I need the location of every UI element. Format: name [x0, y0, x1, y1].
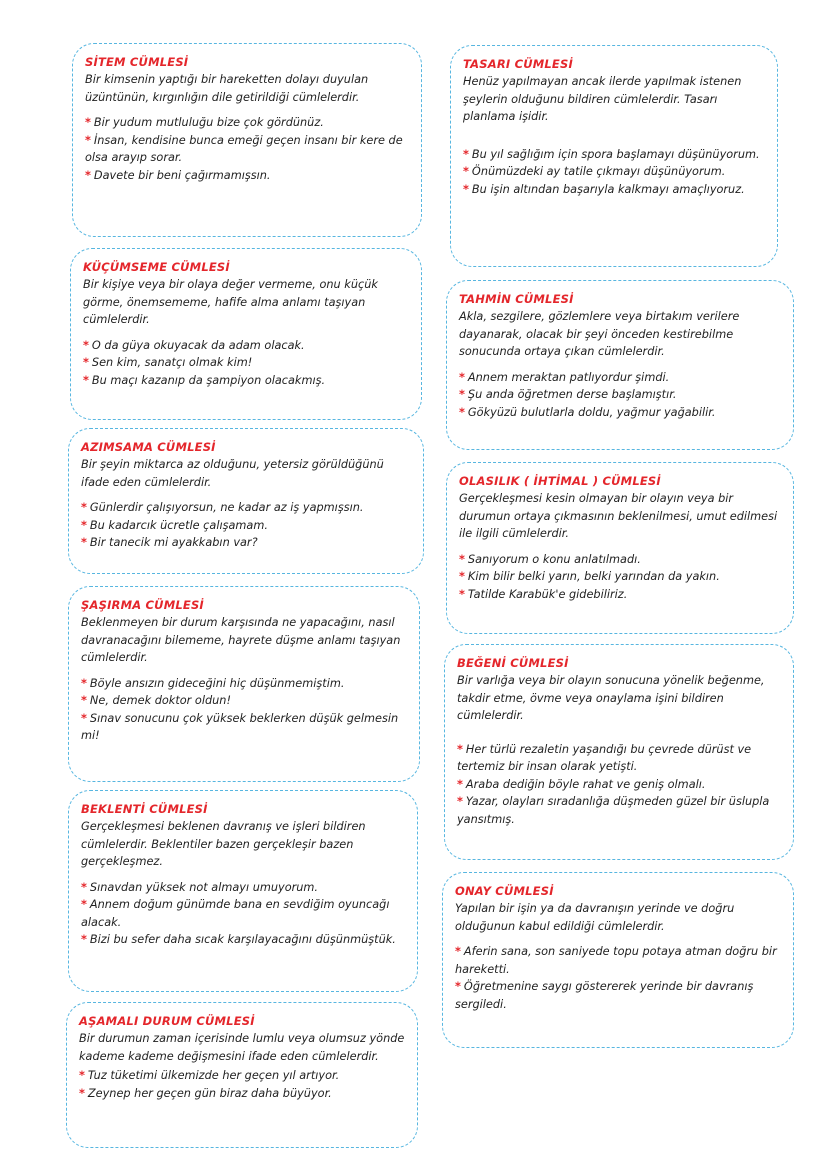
- example-item: * Bu işin altından başarıyla kalkmayı amaçlıyoruz.: [463, 182, 745, 196]
- example-item: * Bizi bu sefer daha sıcak karşılayacağını düşünmüştük.: [81, 933, 396, 946]
- card-title: KÜÇÜMSEME CÜMLESİ: [83, 260, 230, 274]
- example-item: * Yazar, olayları sıradanlığa düşmeden güzel bir üslupla yansıtmış.: [457, 795, 770, 826]
- example-item: * Davete bir beni çağırmamışsın.: [85, 168, 271, 182]
- asterisk-icon: *: [81, 676, 87, 690]
- asterisk-icon: *: [81, 501, 87, 514]
- card-title: AZIMSAMA CÜMLESİ: [81, 440, 216, 454]
- example-item: * Aferin sana, son saniyede topu potaya atman doğru bir hareketti.: [455, 945, 777, 976]
- asterisk-icon: *: [85, 133, 91, 147]
- example-item: * Öğretmenine saygı göstererek yerinde bir davranış sergiledi.: [455, 980, 754, 1011]
- asterisk-icon: *: [455, 980, 461, 993]
- asterisk-icon: *: [79, 1086, 85, 1100]
- asterisk-icon: *: [83, 373, 89, 387]
- card-beklenti: [68, 790, 418, 992]
- card-description: Gerçekleşmesi kesin olmayan bir olayın veya bir durumun ortaya çıkmasının beklenilmesi, umut edilmesi ile ilgili cümlelerdir.: [459, 492, 778, 540]
- example-item: * Tatilde Karabük'e gidebiliriz.: [459, 587, 628, 601]
- card-onay: [442, 872, 794, 1048]
- example-item: * Zeynep her geçen gün biraz daha büyüyor.: [79, 1086, 332, 1100]
- card-title: TASARI CÜMLESİ: [463, 57, 573, 71]
- card-description: Bir kişiye veya bir olaya değer vermeme, onu küçük görme, önemsememe, hafife alma anlamı taşıyan cümlelerdir.: [83, 278, 378, 326]
- asterisk-icon: *: [81, 933, 87, 946]
- card-tahmin: [446, 280, 794, 450]
- card-description: Bir şeyin miktarca az olduğunu, yetersiz görüldüğünü ifade eden cümlelerdir.: [81, 458, 384, 489]
- example-item: * Bu maçı kazanıp da şampiyon olacakmış.: [83, 373, 326, 387]
- asterisk-icon: *: [463, 182, 469, 196]
- card-description: Bir kimsenin yaptığı bir hareketten dolayı duyulan üzüntünün, kırgınlığın dile getirildiği cümlelerdir.: [85, 73, 369, 104]
- example-item: * Bu yıl sağlığım için spora başlamayı düşünüyorum.: [463, 147, 760, 161]
- example-item: * Sınavdan yüksek not almayı umuyorum.: [81, 880, 319, 894]
- asterisk-icon: *: [83, 356, 89, 369]
- card-description: Yapılan bir işin ya da davranışın yerinde ve doğru olduğunun kabul edildiği cümlelerdir.: [455, 902, 735, 933]
- card-kucumseme: [70, 248, 422, 420]
- card-title: AŞAMALI DURUM CÜMLESİ: [79, 1014, 255, 1028]
- asterisk-icon: *: [459, 405, 465, 419]
- example-item: * Gökyüzü bulutlarla doldu, yağmur yağabilir.: [459, 405, 716, 419]
- card-olasilik: [446, 462, 794, 634]
- card-sasirma: [68, 586, 420, 782]
- example-item: * O da güya okuyacak da adam olacak.: [83, 338, 305, 352]
- example-item: * Bir tanecik mi ayakkabın var?: [81, 536, 258, 549]
- asterisk-icon: *: [83, 338, 89, 352]
- asterisk-icon: *: [81, 898, 87, 911]
- card-title: SİTEM CÜMLESİ: [85, 55, 189, 69]
- asterisk-icon: *: [81, 711, 87, 725]
- card-azimsama: [68, 428, 424, 574]
- card-tasari: [450, 45, 778, 267]
- asterisk-icon: *: [81, 880, 87, 894]
- card-asamali: [66, 1002, 418, 1148]
- card-description: Henüz yapılmayan ancak ilerde yapılmak istenen şeylerin olduğunu bildiren cümlelerdir. Tasarı planlama işidir.: [463, 75, 742, 123]
- card-title: TAHMİN CÜMLESİ: [459, 292, 574, 306]
- card-sitem: [72, 43, 422, 237]
- asterisk-icon: *: [79, 1069, 85, 1082]
- example-item: * Sen kim, sanatçı olmak kim!: [83, 356, 253, 369]
- example-item: * İnsan, kendisine bunca emeği geçen insanı bir kere de olsa arayıp sorar.: [85, 133, 403, 164]
- asterisk-icon: *: [459, 570, 465, 583]
- card-description: Bir varlığa veya bir olayın sonucuna yönelik beğenme, takdir etme, övme veya onaylama işini bildiren cümlelerdir.: [457, 674, 765, 722]
- card-description: Akla, sezgilere, gözlemlere veya birtakım verilere dayanarak, olacak bir şeyi önceden kestirebilme sonucunda ortaya çıkan cümlelerdir.: [459, 310, 740, 358]
- asterisk-icon: *: [457, 795, 463, 808]
- asterisk-icon: *: [459, 587, 465, 601]
- example-item: * Böyle ansızın gideceğini hiç düşünmemiştim.: [81, 676, 345, 690]
- card-description: Bir durumun zaman içerisinde lumlu veya olumsuz yönde kademe kademe değişmesini ifade eden cümlelerdir.: [79, 1032, 405, 1063]
- example-item: * Sanıyorum o konu anlatılmadı.: [459, 552, 641, 566]
- asterisk-icon: *: [457, 777, 463, 791]
- asterisk-icon: *: [463, 147, 469, 161]
- asterisk-icon: *: [463, 165, 469, 178]
- card-description: Gerçekleşmesi beklenen davranış ve işleri bildiren cümlelerdir. Beklentiler bazen gerçekleşir bazen gerçekleşmez.: [81, 820, 366, 868]
- example-item: * Kim bilir belki yarın, belki yarından da yakın.: [459, 570, 720, 583]
- example-item: * Şu anda öğretmen derse başlamıştır.: [459, 388, 677, 401]
- asterisk-icon: *: [81, 694, 87, 707]
- card-title: BEKLENTİ CÜMLESİ: [81, 802, 208, 816]
- asterisk-icon: *: [81, 518, 87, 532]
- card-title: OLASILIK ( İHTİMAL ) CÜMLESİ: [459, 474, 661, 488]
- card-title: ŞAŞIRMA CÜMLESİ: [81, 598, 204, 612]
- example-item: * Her türlü rezaletin yaşandığı bu çevrede dürüst ve tertemiz bir insan olarak yetişti.: [457, 742, 752, 773]
- example-item: * Ne, demek doktor oldun!: [81, 694, 231, 707]
- example-item: * Annem meraktan patlıyordur şimdi.: [459, 370, 670, 384]
- example-item: * Günlerdir çalışıyorsun, ne kadar az iş yapmışsın.: [81, 501, 364, 514]
- asterisk-icon: *: [85, 116, 91, 129]
- example-item: * Tuz tüketimi ülkemizde her geçen yıl artıyor.: [79, 1069, 340, 1082]
- example-item: * Bir yudum mutluluğu bize çok gördünüz.: [85, 116, 324, 129]
- asterisk-icon: *: [459, 552, 465, 566]
- card-title: BEĞENİ CÜMLESİ: [457, 656, 569, 670]
- card-description: Beklenmeyen bir durum karşısında ne yapacağını, nasıl davranacağını bilememe, hayrete düşme anlamı taşıyan cümlelerdir.: [81, 616, 401, 664]
- example-item: * Annem doğum günümde bana en sevdiğim oyuncağı alacak.: [81, 898, 390, 929]
- example-item: * Sınav sonucunu çok yüksek beklerken düşük gelmesin mi!: [81, 711, 399, 742]
- asterisk-icon: *: [81, 536, 87, 549]
- card-title: ONAY CÜMLESİ: [455, 884, 554, 898]
- asterisk-icon: *: [457, 742, 463, 756]
- example-item: * Araba dediğin böyle rahat ve geniş olmalı.: [457, 777, 706, 791]
- example-item: * Bu kadarcık ücretle çalışamam.: [81, 518, 268, 532]
- card-begeni: [444, 644, 794, 860]
- example-item: * Önümüzdeki ay tatile çıkmayı düşünüyorum.: [463, 165, 726, 178]
- asterisk-icon: *: [455, 945, 461, 958]
- asterisk-icon: *: [459, 370, 465, 384]
- asterisk-icon: *: [459, 388, 465, 401]
- asterisk-icon: *: [85, 168, 91, 182]
